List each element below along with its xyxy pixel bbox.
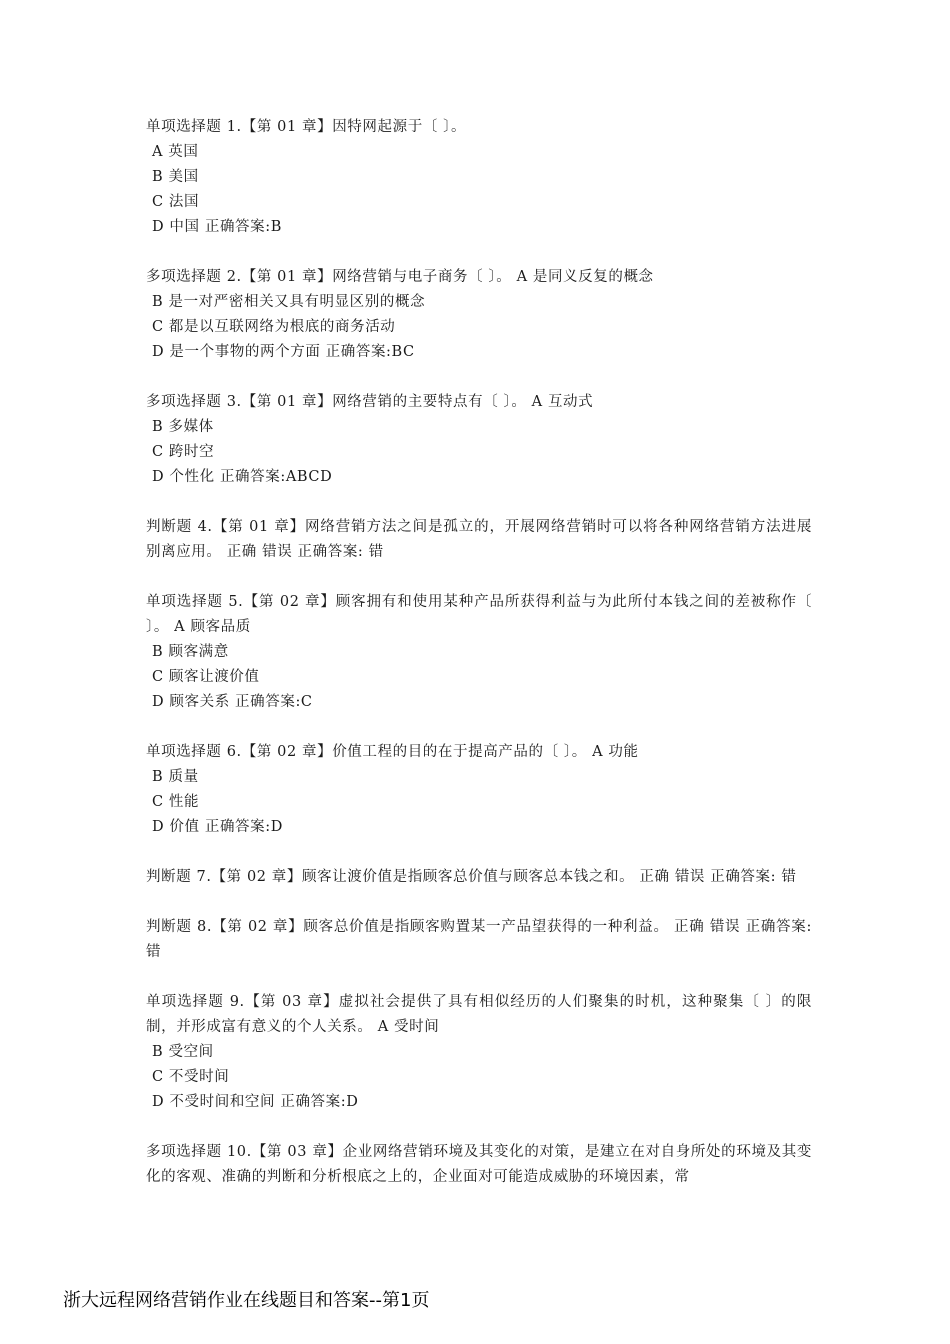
question-list [146,115,812,1215]
option-c: C 不受时间 [152,1069,230,1085]
option-c: C 性能 [152,794,200,810]
question-stem: 多项选择题 2.【第 01 章】网络营销与电子商务〔 〕。 A 是同义反复的概念 [146,269,654,285]
question-3 [146,390,812,490]
question-stem: 单项选择题 9.【第 03 章】虚拟社会提供了具有相似经历的人们聚集的时机，这种聚集〔 〕的限制，并形成富有意义的个人关系。 A 受时间 [146,994,812,1035]
question-10 [146,1140,812,1190]
option-b: B 顾客满意 [152,644,229,660]
option-c: C 法国 [152,194,200,210]
question-stem: 单项选择题 1.【第 01 章】因特网起源于〔 〕。 [146,119,467,135]
option-b: B 质量 [152,769,199,785]
option-d-answer: D 不受时间和空间 正确答案:D [152,1094,359,1110]
option-d-answer: D 是一个事物的两个方面 正确答案:BC [152,344,415,360]
option-c: C 跨时空 [152,444,215,460]
question-text: 多项选择题 10.【第 03 章】企业网络营销环境及其变化的对策，是建立在对自身所处的环境及其变化的客观、准确的判断和分析根底之上的，企业面对可能造成威胁的环境因素，常 [146,1144,812,1185]
question-text: 判断题 4.【第 01 章】网络营销方法之间是孤立的，开展网络营销时可以将各种网络营销方法进展别离应用。 正确 错误 正确答案: 错 [146,519,812,560]
question-4 [146,515,812,565]
option-b: B 美国 [152,169,199,185]
question-1 [146,115,812,240]
question-6 [146,740,812,840]
question-text: 判断题 7.【第 02 章】顾客让渡价值是指顾客总价值与顾客总本钱之和。 正确 错误 正确答案: 错 [146,869,797,885]
option-b: B 多媒体 [152,419,214,435]
question-5 [146,590,812,715]
option-a: A 英国 [152,144,199,160]
option-b: B 是一对严密相关又具有明显区别的概念 [152,294,426,310]
page-footer: 浙大远程网络营销作业在线题目和答案--第1页 [63,1290,430,1311]
question-text: 判断题 8.【第 02 章】顾客总价值是指顾客购置某一产品望获得的一种利益。 正确 错误 正确答案: 错 [146,919,812,960]
question-7 [146,865,812,890]
question-2 [146,265,812,365]
option-d-answer: D 个性化 正确答案:ABCD [152,469,333,485]
question-stem: 单项选择题 5.【第 02 章】顾客拥有和使用某种产品所获得利益与为此所付本钱之间的差被称作〔 〕。 A 顾客品质 [146,594,812,635]
option-c: C 顾客让渡价值 [152,669,260,685]
question-9 [146,990,812,1115]
option-b: B 受空间 [152,1044,214,1060]
question-8 [146,915,812,965]
question-stem: 多项选择题 3.【第 01 章】网络营销的主要特点有〔 〕。 A 互动式 [146,394,594,410]
option-d-answer: D 顾客关系 正确答案:C [152,694,313,710]
option-d-answer: D 中国 正确答案:B [152,219,282,235]
question-stem: 单项选择题 6.【第 02 章】价值工程的目的在于提高产品的〔 〕。 A 功能 [146,744,639,760]
option-d-answer: D 价值 正确答案:D [152,819,283,835]
option-c: C 都是以互联网络为根底的商务活动 [152,319,396,335]
